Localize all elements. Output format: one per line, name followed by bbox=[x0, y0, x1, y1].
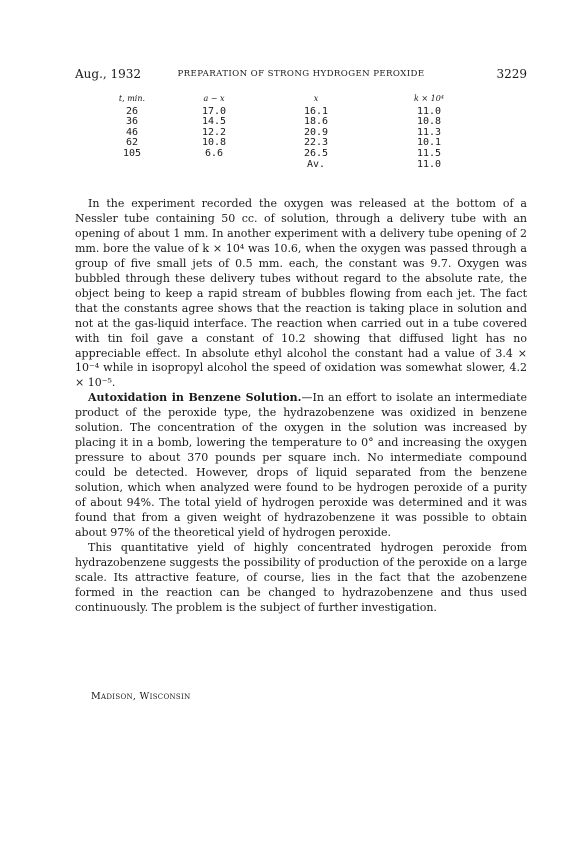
table-cell: 22.3 bbox=[303, 137, 329, 149]
table-cell: 36 bbox=[125, 116, 139, 128]
kinetics-table bbox=[104, 94, 494, 170]
header-page-number: 3229 bbox=[496, 67, 527, 81]
article-body bbox=[75, 197, 527, 616]
table-cell bbox=[160, 160, 268, 171]
table-cell: 26.5 bbox=[303, 147, 329, 159]
section-heading: Autoxidation in Benzene Solution. bbox=[88, 391, 302, 405]
table-cell: 18.6 bbox=[303, 116, 329, 128]
table-cell: 11.0 bbox=[416, 158, 442, 170]
table-cell: 12.2 bbox=[201, 126, 227, 138]
paragraph-text: —In an effort to isolate an intermediate product of the peroxide type, the hydrazobenzene was oxidized in benzene solution. The concentration of the oxygen in the solution was increased by placing it in a bomb, lowering the temperature to 0° and increasing the oxygen pressure to about 370 pounds per square inch. No intermediate compound could be detected. However, drops of liquid separated from the benzene solution, which when analyzed were found to be hydrogen peroxide of a purity of about 94%. The total yield of hydrogen peroxide was determined and it was found that from a given weight of hydrazobenzene it was possible to obtain about 97% of the theoretical yield of hydrogen peroxide. bbox=[75, 391, 528, 539]
table-cell: 10.8 bbox=[201, 137, 227, 149]
paragraph-oxygen-experiment: In the experiment recorded the oxygen was released at the bottom of a Nessler tube containing 50 cc. of solution, through a delivery tube with an opening of about 1 mm. In another experiment with a delivery tube opening of 2 mm. bore the value of k × 10⁴ was 10.6, when the oxygen was passed through a group of five small jets of 0.5 mm. each, the constant was 9.7. Oxygen was bubbled through these delivery tubes without regard to the absolute rate, the object being to keep a rapid stream of bubbles flowing from each jet. The fact that the constants agree shows that the reaction is taking place in solution and not at the gas-liquid interface. The reaction when carried out in a tube covered with tin foil gave a constant of 10.2 showing that diffused light has no appreciable effect. In absolute ethyl alcohol the constant had a value of 3.4 × 10⁻⁴ while in isopropyl alcohol the speed of oxidation was somewhat slower, 4.2 × 10⁻⁵. bbox=[75, 197, 527, 390]
table-cell: 11.3 bbox=[416, 126, 442, 138]
table-cell: 46 bbox=[125, 126, 139, 138]
table-cell: 11.5 bbox=[416, 147, 442, 159]
table-cell: 62 bbox=[125, 137, 139, 149]
paragraph-conclusion: This quantitative yield of highly concentrated hydrogen peroxide from hydrazobenzene suggests the possibility of production of the peroxide on a large scale. Its attractive feature, of course, lies in the fact that the azobenzene formed in the reaction can be changed to hydrazobenzene and thus used continuously. The problem is the subject of further investigation. bbox=[75, 540, 527, 614]
table-cell: 26 bbox=[125, 105, 139, 117]
column-header-x: x bbox=[313, 94, 319, 103]
table-cell: 11.0 bbox=[416, 105, 442, 117]
table-cell bbox=[104, 160, 160, 171]
column-header-time: t, min. bbox=[118, 94, 146, 103]
author-location: Madison, Wisconsin bbox=[91, 691, 191, 702]
table-cell: 10.8 bbox=[416, 116, 442, 128]
column-header-a-minus-x: a − x bbox=[203, 94, 225, 103]
table-cell: 10.1 bbox=[416, 137, 442, 149]
column-header-k: k × 10⁴ bbox=[413, 94, 445, 103]
table-row-average bbox=[104, 160, 494, 171]
table-cell: 17.0 bbox=[201, 105, 227, 117]
table-cell: 105 bbox=[122, 147, 142, 159]
header-date: Aug., 1932 bbox=[75, 67, 142, 81]
table-cell: 14.5 bbox=[201, 116, 227, 128]
table-cell: 6.6 bbox=[204, 147, 224, 159]
table-cell: 16.1 bbox=[303, 105, 329, 117]
table-cell: 20.9 bbox=[303, 126, 329, 138]
table-cell: Av. bbox=[306, 158, 326, 170]
table-row bbox=[104, 149, 494, 160]
running-header bbox=[75, 67, 527, 83]
header-running-title: PREPARATION OF STRONG HYDROGEN PEROXIDE bbox=[177, 69, 425, 79]
paragraph-benzene-autoxidation bbox=[75, 391, 527, 541]
